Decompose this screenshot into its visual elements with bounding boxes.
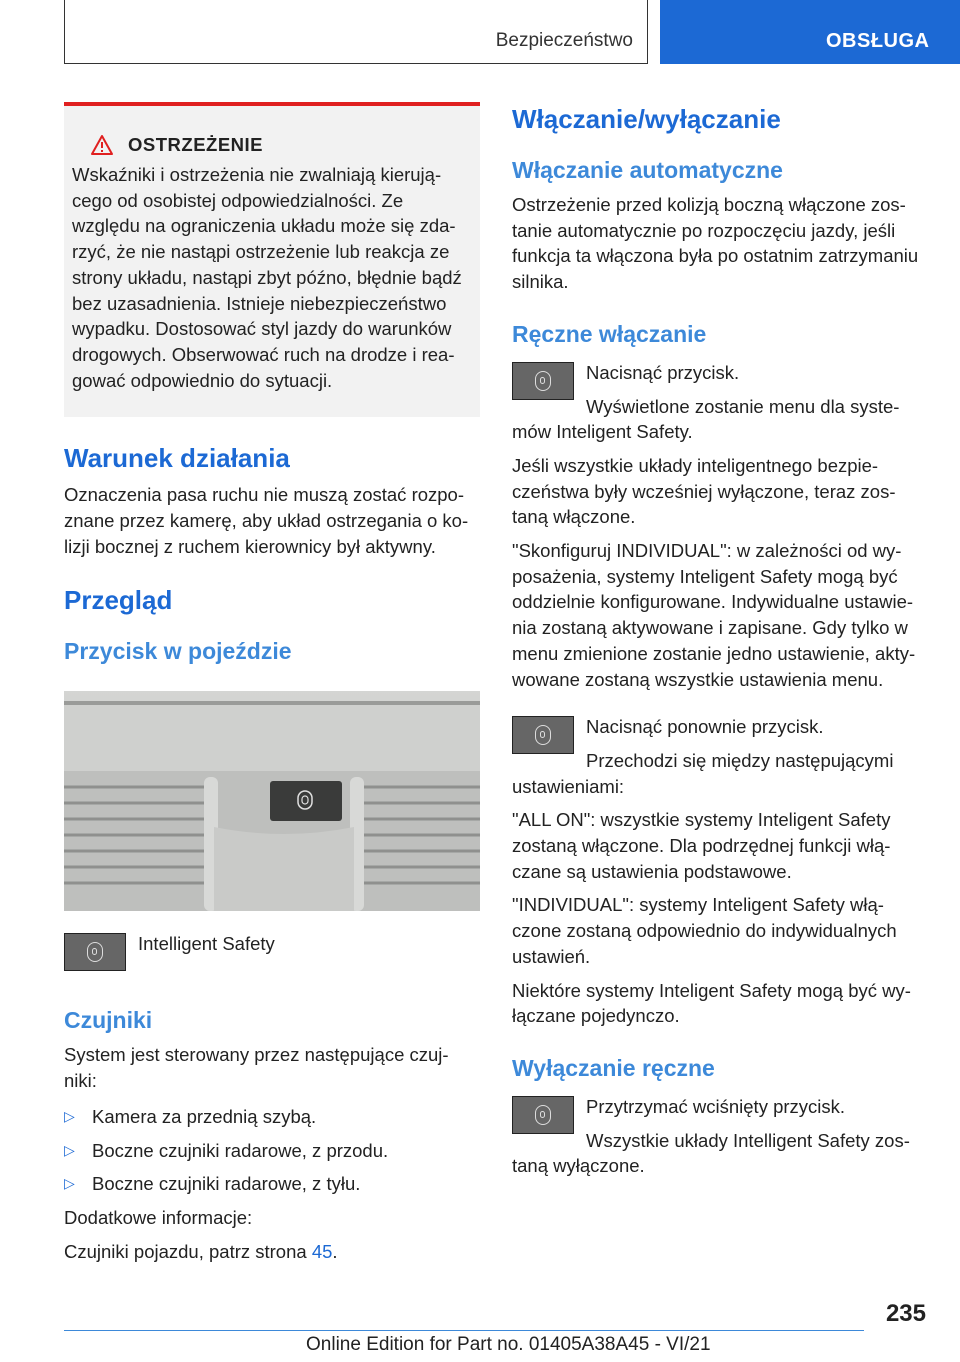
header-chapter-tab — [660, 0, 960, 64]
list-item — [64, 1104, 480, 1130]
section-title: Bezpieczeństwo — [495, 30, 633, 51]
condition-line: Oznaczenia pasa ruchu nie muszą zostać rozpo- — [64, 484, 465, 506]
warning-line: Wskaźniki i ostrzeżenia nie zwalniają kierują- — [72, 164, 442, 185]
condition-line: lizji bocznej z ruchem kierownicy był aktywny. — [64, 535, 436, 557]
left-column — [64, 102, 480, 1264]
off-text: Wszystkie układy Intelligent Safety zos- — [586, 1129, 910, 1151]
intelligent-safety-button-icon — [64, 933, 126, 971]
press-again-row — [512, 714, 930, 773]
chapter-title: OBSŁUGA — [826, 30, 930, 52]
indiv-line: ustawień. — [512, 945, 591, 967]
bullet-triangle-icon: ▷ — [64, 1107, 75, 1124]
menu-text: Wyświetlone zostanie menu dla syste- — [586, 395, 900, 417]
warning-line: rzyć, że nie nastąpi ostrzeżenie lub reakcja ze — [72, 241, 450, 263]
footer-divider — [64, 1330, 864, 1331]
condition-line: znane przez kamerę, aby układ ostrzegania o ko- — [64, 510, 469, 532]
all-off-line: czeństwa były wcześniej wyłączone, teraz zos- — [512, 480, 896, 502]
sensors-reference — [64, 1239, 480, 1265]
list-item — [64, 1171, 480, 1197]
on-off-heading: Włączanie/wyłączanie — [512, 104, 781, 134]
intelligent-safety-row — [64, 931, 480, 971]
overview-heading: Przegląd — [64, 585, 173, 616]
all-off-line: taną włączone. — [512, 506, 636, 528]
warning-line: gować odpowiednio do sytuacji. — [72, 369, 333, 391]
individual-line: posażenia, systemy Inteligent Safety mogą być — [512, 565, 898, 587]
dashboard-button-photo — [64, 691, 480, 911]
single-line: Niektóre systemy Inteligent Safety mogą być wy- — [512, 979, 911, 1001]
list-item — [64, 1138, 480, 1164]
reference-text: Czujniki pojazdu, patrz strona — [64, 1240, 312, 1262]
warning-line: drogowych. Obserwować ruch na drodze i rea- — [72, 343, 455, 365]
indiv-line: "INDIVIDUAL": systemy Inteligent Safety włą- — [512, 894, 884, 916]
condition-heading: Warunek działania — [64, 443, 290, 474]
warning-line: strony układu, nastąpi zbyt późno, błędnie bądź — [72, 266, 462, 288]
warning-line: bez uzasadnienia. Istnieje niebezpieczeństwo — [72, 292, 447, 314]
individual-line: "Skonfiguruj INDIVIDUAL": w zależności od wy- — [512, 540, 902, 562]
bullet-triangle-icon: ▷ — [64, 1175, 75, 1192]
warning-line: względu na ograniczenia układu może się zda- — [72, 215, 456, 237]
sensors-heading: Czujniki — [64, 1007, 153, 1034]
header-section-box — [64, 0, 648, 64]
intelligent-safety-button-icon — [512, 362, 574, 400]
page-number: 235 — [885, 1300, 926, 1327]
reference-end: . — [332, 1240, 338, 1262]
auto-on-line: funkcja ta włączona była po ostatnim zatrzymaniu — [512, 245, 919, 267]
sensors-line: niki: — [64, 1070, 97, 1092]
off-text-cont: taną wyłączone. — [512, 1155, 645, 1177]
warning-header — [90, 134, 472, 156]
warning-box — [64, 102, 480, 417]
intelligent-safety-button-icon — [512, 1096, 574, 1134]
individual-line: nia zostaną aktywowane i zapisane. Gdy tylko w — [512, 617, 908, 639]
auto-on-line: Ostrzeżenie przed kolizją boczną włączone zos- — [512, 194, 906, 215]
intelligent-safety-label: Intelligent Safety — [138, 933, 275, 955]
more-info-label: Dodatkowe informacje: — [64, 1206, 253, 1228]
menu-text-cont: mów Inteligent Safety. — [512, 421, 693, 443]
manual-off-heading: Wyłączanie ręczne — [512, 1054, 715, 1081]
all-off-line: Jeśli wszystkie układy inteligentnego bezpie- — [512, 454, 879, 476]
warning-text — [72, 162, 472, 393]
single-line: łączane pojedynczo. — [512, 1005, 680, 1027]
warning-line: wypadku. Dostosować styl jazdy do warunków — [72, 318, 452, 340]
list-item-text: Boczne czujniki radarowe, z przodu. — [92, 1139, 389, 1161]
warning-triangle-icon — [90, 134, 114, 156]
all-on-line: zostaną włączone. Dla podrzędnej funkcji włą- — [512, 835, 891, 857]
individual-line: menu zmienione zostanie jedno ustawienie, akty- — [512, 642, 916, 664]
cycle-text-cont: ustawieniami: — [512, 775, 625, 797]
hold-button-text: Przytrzymać wciśnięty przycisk. — [586, 1095, 846, 1117]
button-heading: Przycisk w pojeździe — [64, 638, 292, 665]
all-on-line: "ALL ON": wszystkie systemy Inteligent Safety — [512, 809, 891, 831]
individual-line: wowane zostaną wszystkie ustawienia menu. — [512, 668, 884, 690]
auto-on-heading: Włączanie automatyczne — [512, 157, 783, 183]
auto-on-line: silnika. — [512, 271, 569, 293]
list-item-text: Kamera za przednią szybą. — [92, 1105, 317, 1127]
manual-off-row — [512, 1094, 930, 1153]
auto-on-line: tanie automatycznie po rozpoczęciu jazdy, jeśli — [512, 219, 896, 241]
manual-on-row — [512, 360, 930, 419]
right-column — [512, 102, 930, 1179]
warning-title: OSTRZEŻENIE — [128, 134, 264, 155]
press-button-text: Nacisnąć przycisk. — [586, 361, 740, 383]
intelligent-safety-button-icon — [512, 716, 574, 754]
sensors-line: System jest sterowany przez następujące czuj- — [64, 1044, 449, 1066]
edition-text: Online Edition for Part no. 01405A38A45 - VI/21 — [306, 1334, 711, 1355]
individual-line: oddzielnie konfigurowane. Indywidualne ustawie- — [512, 591, 914, 613]
page-45-link[interactable]: 45 — [311, 1240, 333, 1262]
indiv-line: czone zostaną odpowiednio do indywidualnych — [512, 920, 897, 942]
manual-on-heading: Ręczne włączanie — [512, 320, 707, 347]
press-again-text: Nacisnąć ponownie przycisk. — [586, 716, 824, 738]
all-on-line: czane są ustawienia podstawowe. — [512, 860, 792, 882]
cycle-text: Przechodzi się między następującymi — [586, 749, 894, 771]
bullet-triangle-icon: ▷ — [64, 1141, 75, 1158]
list-item-text: Boczne czujniki radarowe, z tyłu. — [92, 1173, 361, 1195]
warning-line: cego od osobistej odpowiedzialności. Ze — [72, 189, 404, 211]
